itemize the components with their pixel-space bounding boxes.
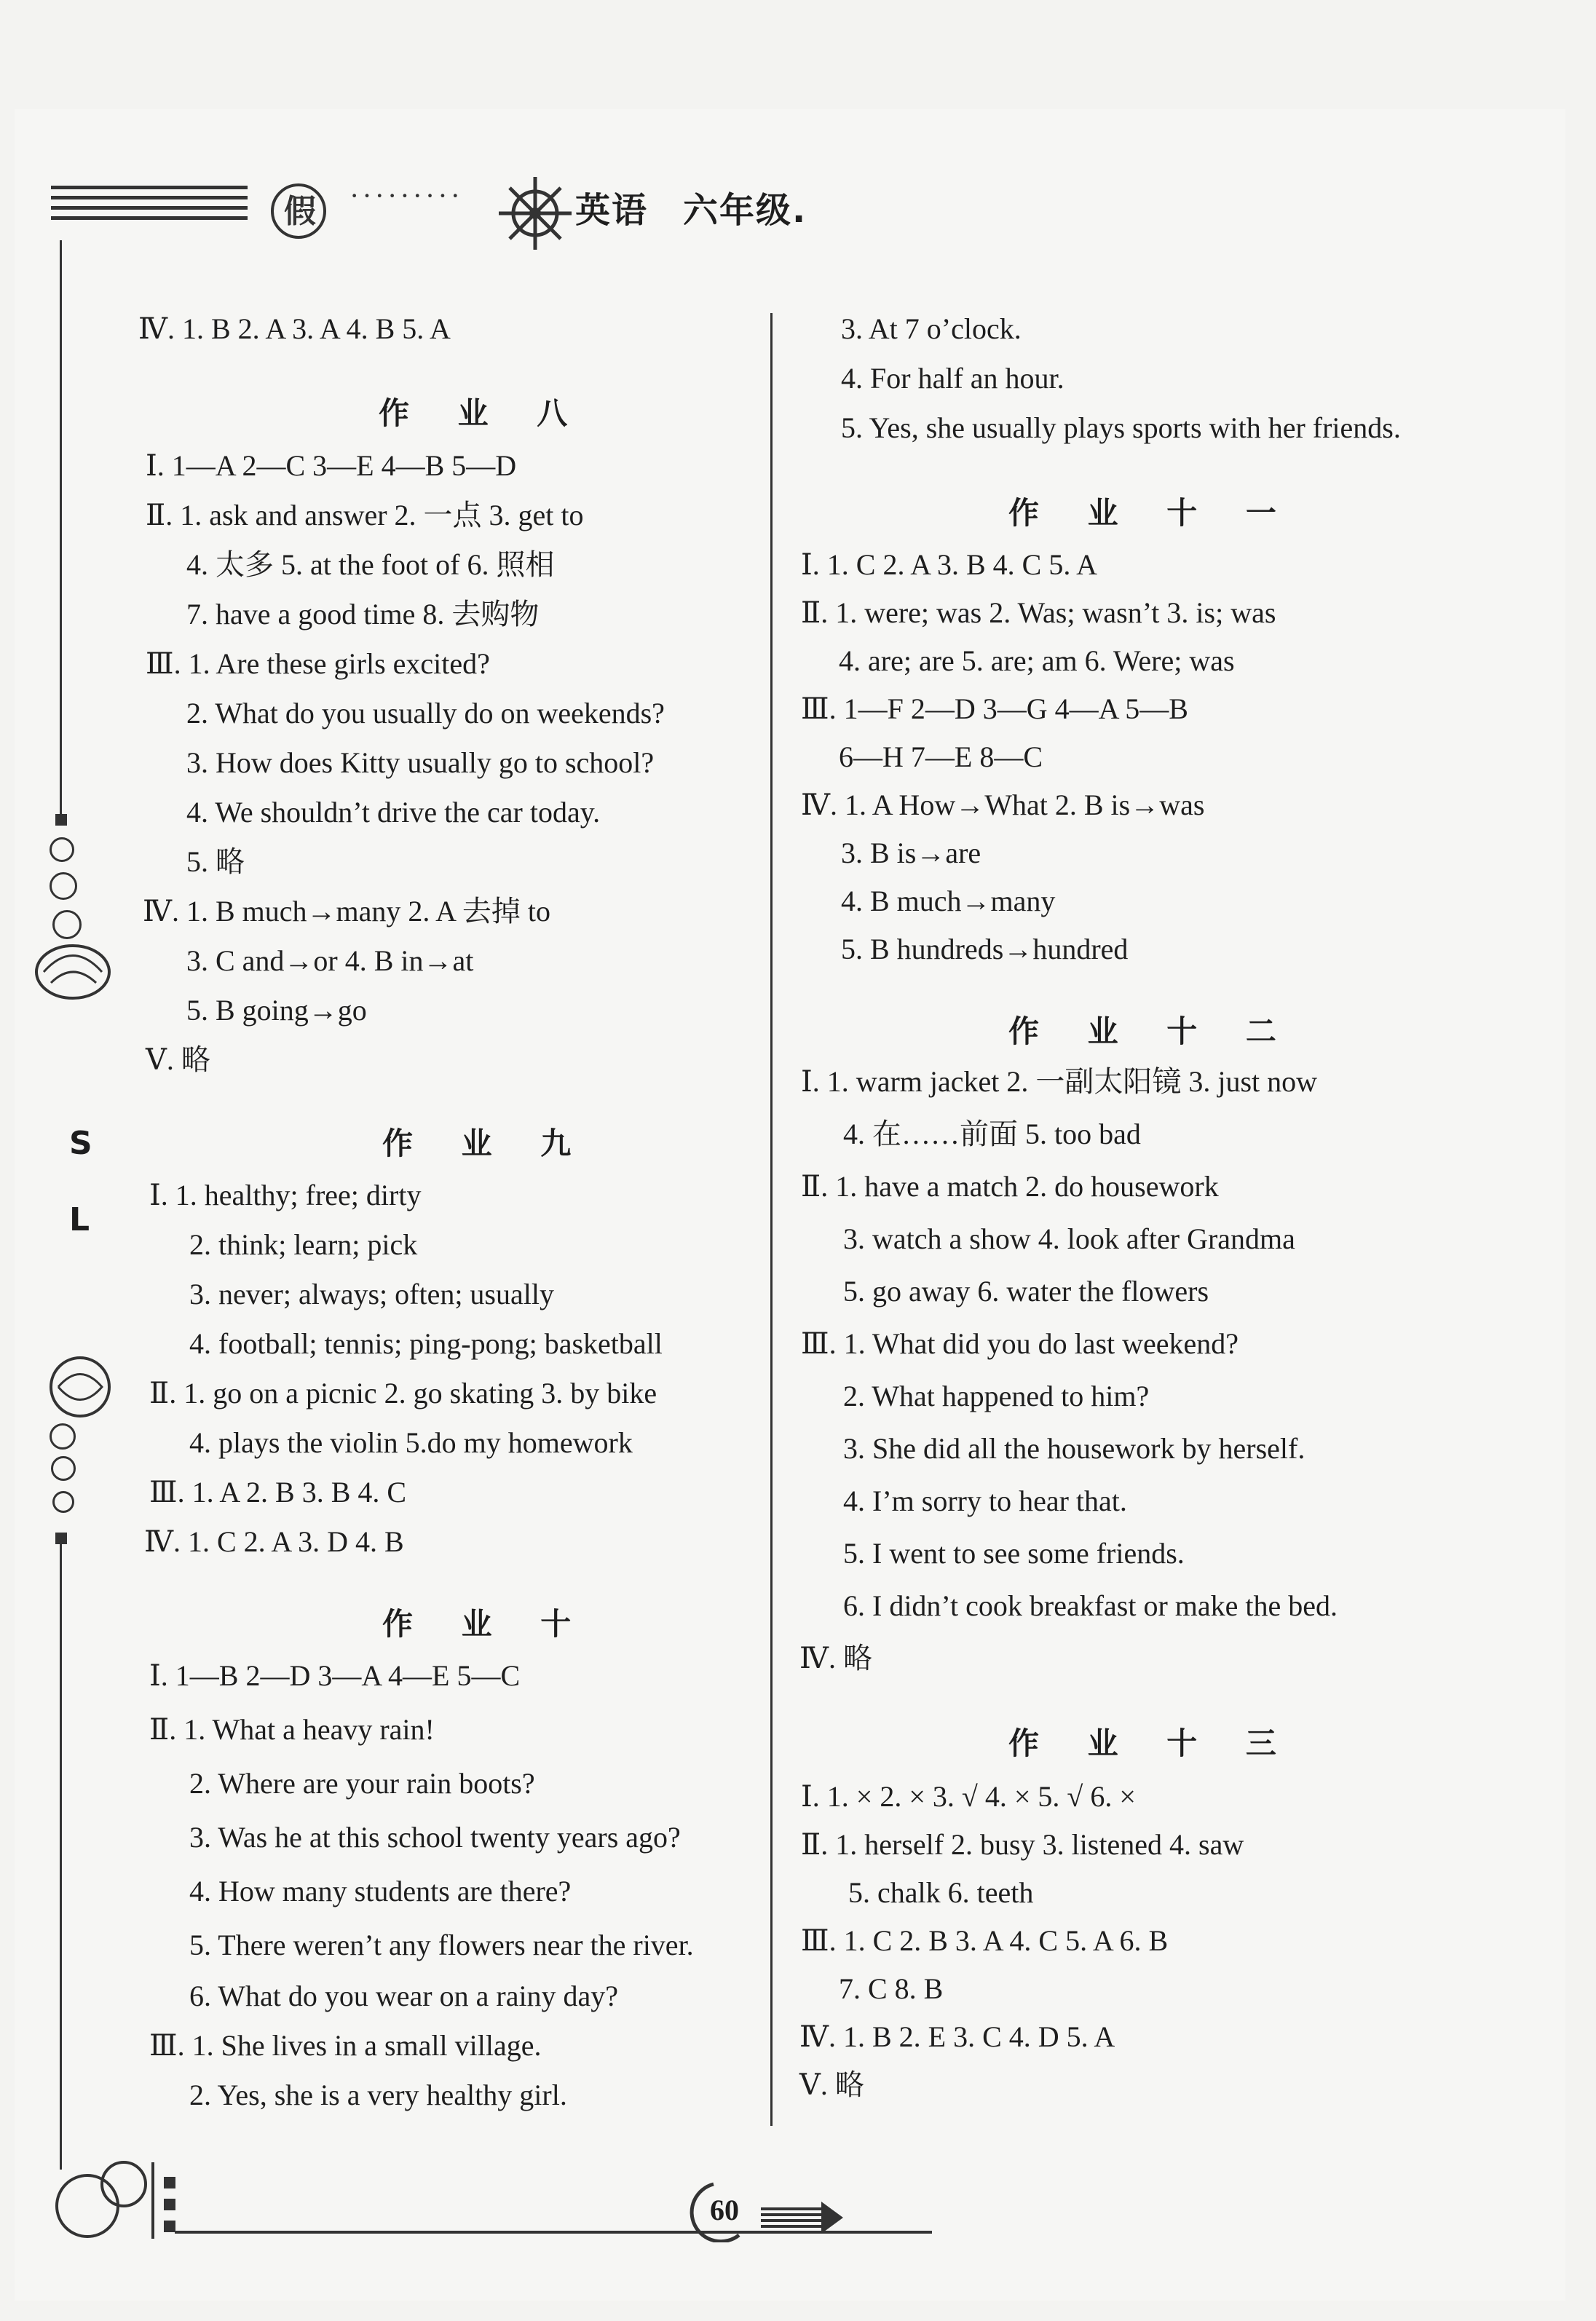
answer-line: Ⅳ. 1. C 2. A 3. D 4. B: [144, 1525, 404, 1558]
answer-line: Ⅰ. 1. healthy; free; dirty: [149, 1179, 422, 1211]
shell-decor-icon: [29, 932, 116, 1012]
answer-line: 7. C 8. B: [839, 1972, 944, 2005]
answer-line: Ⅳ. 1. B 2. E 3. C 4. D 5. A: [799, 2020, 1115, 2053]
ship-wheel-icon: [495, 173, 575, 253]
answer-line: Ⅰ. 1. × 2. × 3. √ 4. × 5. √ 6. ×: [801, 1780, 1136, 1813]
section-title: 作 业 十: [382, 1606, 590, 1642]
answer-line: 3. never; always; often; usually: [189, 1278, 554, 1310]
answer-line: Ⅲ. 1. What did you do last weekend?: [801, 1327, 1239, 1360]
header-dots: ·········: [349, 179, 463, 212]
answer-line: Ⅳ. 略: [799, 1642, 872, 1674]
svg-text:假: 假: [284, 193, 316, 230]
answer-line: 4. For half an hour.: [841, 362, 1064, 395]
answer-line: Ⅰ. 1. warm jacket 2. 一副太阳镜 3. just now: [801, 1065, 1318, 1098]
answer-line: 3. watch a show 4. look after Grandma: [843, 1222, 1295, 1255]
answer-line: 5. Yes, she usually plays sports with her friends.: [841, 411, 1401, 444]
answer-line: Ⅳ. 1. B much→many 2. A 去掉 to: [143, 895, 550, 928]
answer-line: 5. I went to see some friends.: [843, 1537, 1185, 1570]
header-logo-icon: [266, 178, 346, 244]
answer-line: Ⅴ. 略: [146, 1043, 210, 1076]
answer-line: Ⅴ. 略: [799, 2068, 864, 2101]
header-title: [575, 182, 842, 232]
answer-line: 4. We shouldn’t drive the car today.: [186, 796, 601, 829]
answer-line: 3. At 7 o’clock.: [841, 312, 1022, 345]
section-title: 作 业 九: [382, 1126, 590, 1161]
answer-line: Ⅱ. 1. herself 2. busy 3. listened 4. saw: [801, 1828, 1244, 1861]
answer-line: 6. What do you wear on a rainy day?: [189, 1980, 619, 2012]
margin-mark: L: [69, 1201, 90, 1238]
left-frame-line-lower: [60, 1543, 62, 2170]
answer-line: Ⅳ. 1. B 2. A 3. A 4. B 5. A: [138, 312, 451, 345]
answer-line: Ⅱ. 1. What a heavy rain!: [149, 1713, 435, 1746]
answer-line: 4. 在……前面 5. too bad: [843, 1118, 1141, 1150]
answer-line: 7. have a good time 8. 去购物: [186, 598, 540, 630]
answer-line: Ⅱ. 1. have a match 2. do housework: [801, 1170, 1219, 1203]
section-title: 作 业 十 二: [1008, 1013, 1295, 1049]
answer-line: Ⅰ. 1. C 2. A 3. B 4. C 5. A: [801, 548, 1097, 581]
answer-line: 6. I didn’t cook breakfast or make the bed.: [843, 1589, 1338, 1622]
margin-mark: S: [69, 1125, 92, 1162]
answer-line: Ⅰ. 1—A 2—C 3—E 4—B 5—D: [146, 449, 517, 482]
grade-label: 六年级.: [683, 190, 807, 231]
subject-label: 英语: [575, 190, 649, 231]
frame-circle: [50, 1423, 76, 1450]
frame-circle: [50, 837, 74, 862]
answer-line: 5. go away 6. water the flowers: [843, 1275, 1209, 1308]
answer-line: Ⅰ. 1—B 2—D 3—A 4—E 5—C: [149, 1659, 521, 1692]
answer-line: Ⅲ. 1. She lives in a small village.: [149, 2029, 542, 2062]
frame-circle: [50, 872, 77, 900]
answer-line: Ⅳ. 1. A How→What 2. B is→was: [801, 788, 1205, 821]
frame-square: [55, 1533, 67, 1544]
answer-line: 2. What happened to him?: [843, 1380, 1150, 1412]
bottom-decor-icon: [51, 2148, 189, 2242]
answer-line: Ⅱ. 1. ask and answer 2. 一点 3. get to: [146, 499, 584, 531]
header-decor-lines: [51, 186, 248, 226]
answer-line: Ⅱ. 1. go on a picnic 2. go skating 3. by bike: [149, 1377, 657, 1409]
answer-line: 3. B is→are: [841, 837, 981, 869]
answer-line: Ⅲ. 1. Are these girls excited?: [146, 647, 490, 680]
answer-line: 4. plays the violin 5.do my homework: [189, 1426, 633, 1459]
answer-line: 3. C and→or 4. B in→at: [186, 944, 474, 977]
answer-line: Ⅲ. 1. A 2. B 3. B 4. C: [149, 1476, 407, 1509]
section-title: 作 业 八: [379, 395, 587, 431]
answer-line: 5. B hundreds→hundred: [841, 933, 1129, 965]
left-frame-line: [60, 240, 62, 823]
section-title: 作 业 十 三: [1008, 1725, 1295, 1761]
answer-line: 3. She did all the housework by herself.: [843, 1432, 1305, 1465]
answer-line: 5. 略: [186, 845, 245, 878]
answer-line: 6—H 7—E 8—C: [839, 740, 1043, 773]
answer-line: 2. Where are your rain boots?: [189, 1767, 535, 1800]
section-title: 作 业 十 一: [1008, 495, 1295, 531]
answer-line: 4. football; tennis; ping-pong; basketball: [189, 1327, 663, 1360]
answer-line: 4. are; are 5. are; am 6. Were; was: [839, 644, 1235, 677]
column-divider: [770, 313, 773, 2126]
flower-decor-icon: [44, 1351, 116, 1423]
answer-line: 3. How does Kitty usually go to school?: [186, 746, 655, 779]
answer-line: 4. B much→many: [841, 885, 1056, 917]
answer-line: Ⅲ. 1. C 2. B 3. A 4. C 5. A 6. B: [801, 1924, 1169, 1957]
answer-line: 4. How many students are there?: [189, 1875, 572, 1907]
answer-line: 4. I’m sorry to hear that.: [843, 1484, 1127, 1517]
answer-line: Ⅱ. 1. were; was 2. Was; wasn’t 3. is; was: [801, 596, 1276, 629]
answer-line: 2. think; learn; pick: [189, 1228, 418, 1261]
answer-line: 2. Yes, she is a very healthy girl.: [189, 2079, 567, 2111]
answer-line: 5. There weren’t any flowers near the river.: [189, 1929, 694, 1961]
frame-square: [55, 814, 67, 826]
answer-line: 3. Was he at this school twenty years ago?: [189, 1821, 681, 1854]
answer-line: 4. 太多 5. at the foot of 6. 照相: [186, 548, 555, 581]
answer-line: 5. chalk 6. teeth: [848, 1876, 1034, 1909]
frame-circle: [51, 1456, 76, 1481]
answer-line: 2. What do you usually do on weekends?: [186, 697, 665, 729]
frame-circle: [52, 1491, 74, 1513]
page-number: 60: [710, 2194, 739, 2226]
arrow-right-icon: [757, 2200, 845, 2237]
answer-line: Ⅲ. 1—F 2—D 3—G 4—A 5—B: [801, 692, 1188, 725]
answer-line: 5. B going→go: [186, 994, 367, 1027]
